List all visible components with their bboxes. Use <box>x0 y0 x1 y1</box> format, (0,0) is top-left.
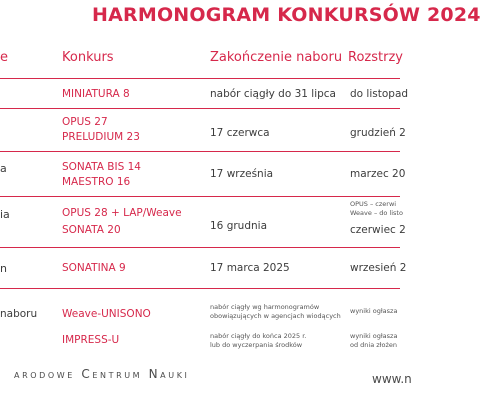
row2-konkurs-1: SONATA BIS 14 <box>62 161 141 173</box>
row1-konkurs-2: PRELUDIUM 23 <box>62 131 140 143</box>
row3-end: 16 grudnia <box>210 220 268 232</box>
row5-result-small-2b: od dnia złożen <box>350 341 398 349</box>
page-title: HARMONOGRAM KONKURSÓW 2024 <box>92 4 481 26</box>
row-divider <box>0 196 400 197</box>
header-col0: e <box>0 50 8 65</box>
row5-konkurs-2: IMPRESS-U <box>62 334 120 346</box>
row-divider <box>0 247 400 248</box>
row2-result: marzec 20 <box>350 168 406 180</box>
row-divider <box>0 78 400 79</box>
footer-org-name: arodowe Centrum Nauki <box>14 367 190 381</box>
row0-end: nabór ciągły do 31 lipca <box>210 88 336 100</box>
row5-end-small-1a: nabór ciągły wg harmonogramów <box>210 303 320 311</box>
row-divider <box>0 288 400 289</box>
row5-konkurs-1: Weave-UNISONO <box>62 308 151 320</box>
row3-result: czerwiec 2 <box>350 224 406 236</box>
row3-result-small-1: OPUS – czerwi <box>350 200 397 208</box>
header-zakonczenie: Zakończenie naboru <box>210 50 343 65</box>
row-divider <box>0 108 400 109</box>
row-divider <box>0 151 400 152</box>
row2-konkurs-2: MAESTRO 16 <box>62 176 131 188</box>
row3-konkurs-1: OPUS 28 + LAP/Weave <box>62 207 182 219</box>
row5-result-small-1: wyniki ogłasza <box>350 307 398 315</box>
row1-konkurs-1: OPUS 27 <box>62 116 108 128</box>
row5-end-small-2a: nabór ciągły do końca 2025 r. <box>210 332 307 340</box>
row1-result: grudzień 2 <box>350 127 406 139</box>
row5-end-small-1b: obowiązujących w agencjach wiodących <box>210 312 341 320</box>
row3-left: ia <box>0 208 10 221</box>
row3-result-small-2: Weave – do listo <box>350 209 403 217</box>
row5-end-small-2b: lub do wyczerpania środków <box>210 341 303 349</box>
row4-konkurs: SONATINA 9 <box>62 262 126 274</box>
row5-result-small-2a: wyniki ogłasza <box>350 332 398 340</box>
row0-result: do listopad <box>350 88 409 100</box>
row3-konkurs-2: SONATA 20 <box>62 224 121 236</box>
header-rozstrzygniecie: Rozstrzy <box>348 50 403 65</box>
row2-end: 17 września <box>210 168 274 180</box>
header-konkurs: Konkurs <box>62 50 114 65</box>
row0-konkurs: MINIATURA 8 <box>62 88 130 100</box>
row1-end: 17 czerwca <box>210 127 270 139</box>
footer-website-link[interactable]: www.n <box>372 372 412 386</box>
row5-left: naboru <box>0 308 38 320</box>
row4-left: n <box>0 262 7 275</box>
row4-result: wrzesień 2 <box>350 262 407 274</box>
row2-left: a <box>0 162 7 175</box>
row4-end: 17 marca 2025 <box>210 262 290 274</box>
